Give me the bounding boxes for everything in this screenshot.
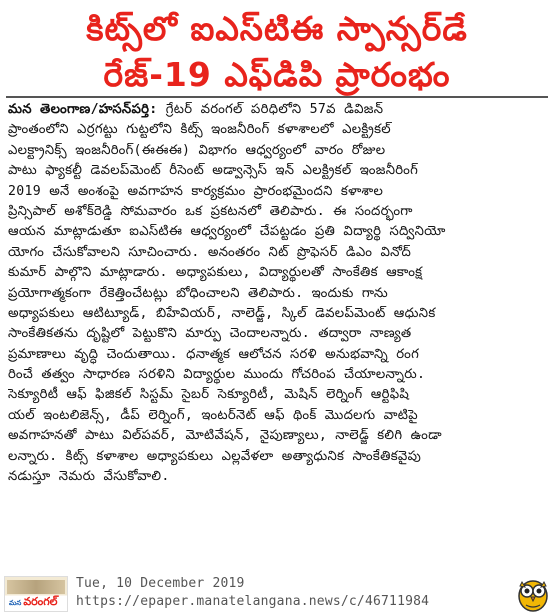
article-line: అవగాహనతో పాటు విల్‌పవర్, మోటివేషన్, నైపుణ్యాలు, నాలెడ్జ్ కలిగి ఉండా bbox=[8, 428, 442, 444]
article-line: సాంకేతికతను దృష్టిలో పెట్టుకొని మార్పు చెందాలన్నారు. తద్వారా నాణ్యత bbox=[8, 326, 412, 342]
article-first-line: గ్రేటర్ వరంగల్ పరిధిలోని 57వ డివిజన్ bbox=[157, 102, 384, 117]
article-line: కుమార్ పాల్గొని మాట్లాడారు. అధ్యాపకులు, విద్యార్థులతో సాంకేతిక ఆకాంక్ష bbox=[8, 265, 423, 281]
article-dateline: మన తెలంగాణ/హసన్‌పర్తి: bbox=[8, 102, 158, 117]
article-line: యోగం చేసుకోవాలని సూచించారు. అనంతరం నిట్ ప్రొఫెసర్ డిఎం వినోద్ bbox=[8, 244, 412, 260]
logo-skyline bbox=[7, 580, 65, 594]
article-line: లన్నారు. కిట్స్ కళాశాల అధ్యాపకులు ఎల్లవేళలా అత్యాధునిక సాంకేతికవైపు bbox=[8, 448, 422, 464]
edition-date: Tue, 10 December 2019 bbox=[76, 576, 245, 591]
article-line: అధ్యాపకులు ఆటిట్యూడ్, బిహేవియర్, నాలెడ్జ్, స్కిల్ డెవలప్‌మెంట్ ఆధునిక bbox=[8, 305, 436, 321]
headline-divider bbox=[6, 96, 548, 98]
article-line: ప్రాంతంలోని ఎర్రగట్టు గుట్టలోని కిట్స్ ఇంజనీరింగ్ కళాశాలలో ఎలక్ట్రికల్ bbox=[8, 122, 391, 138]
article-line: ఎలక్ట్రానిక్స్ ఇంజనీరింగ్(ఈఈఈ) విభాగం ఆధ్వర్యంలో వారం రోజుల bbox=[8, 142, 386, 158]
logo-label-main: వరంగల్ bbox=[23, 595, 58, 608]
article-line: నడుస్తూ నెమరు వేసుకోవాలి. bbox=[8, 469, 170, 485]
article-line: పాటు ఫ్యాకల్టీ డెవలప్‌మెంట్ రీసెంట్ అడ్వాన్సెస్ ఇన్ ఎలక్ట్రికల్ ఇంజనీరింగ్ bbox=[8, 163, 419, 179]
clip-url[interactable]: https://epaper.manatelangana.news/c/46711984 bbox=[76, 594, 430, 609]
article-body bbox=[8, 100, 546, 487]
article-line bbox=[8, 100, 546, 120]
article-line: రించే తత్వం సాధారణ సరళిని విద్యార్థుల ముందు గోచరింప చేయాలన్నారు. bbox=[8, 367, 426, 383]
article-line: యల్ ఇంటలిజెన్స్, డీప్ లెర్నింగ్, ఇంటర్‌నెట్ ఆఫ్ థింక్ మొదలగు వాటిపై bbox=[8, 407, 418, 423]
owl-icon bbox=[516, 576, 550, 612]
logo-label-small: మన bbox=[9, 599, 22, 607]
article-line: 2019 అనే అంశంపై అవగాహన కార్యక్రమం ప్రారంభమైందని కళాశాల bbox=[8, 183, 384, 199]
headline-line-2: రేజ్-19 ఎఫ్‌డిపి ప్రారంభం bbox=[103, 55, 451, 94]
headline-line-1: కిట్స్‌లో ఐఎస్‌టిఈ స్పాన్సర్‌డే bbox=[86, 9, 468, 48]
article-line: ప్రమాణాలు వృద్ధి చెందుతాయి. ధనాత్మక ఆలోచన సరళి అనుభవాన్ని రంగ bbox=[8, 346, 420, 362]
article-line: సెక్యూరిటీ ఆఫ్ ఫిజికల్ సిస్టమ్ సైబర్ సెక్యూరిటీ, మెషిన్ లెర్నింగ్ ఆర్టిఫిషి bbox=[8, 387, 410, 403]
article-line: ఆయన మాట్లాడుతూ ఐఎస్‌టిఈ ఆధ్వర్యంలో చేపట్టడం ప్రతి విద్యార్థి సద్వినియో bbox=[8, 224, 446, 240]
edition-logo[interactable] bbox=[4, 576, 68, 612]
article-line: ప్రయోగాత్మకంగా రేకెత్తించేటట్లు బోధించాలని తెలిపారు. ఇందుకు గాను bbox=[8, 285, 388, 301]
logo-label bbox=[9, 595, 57, 611]
article-line: ప్రిన్సిపాల్ అశోక్‌రెడ్డి సోమవారం ఒక ప్రకటనలో తెలిపారు. ఈ సందర్భంగా bbox=[8, 203, 413, 219]
epaper-footer bbox=[0, 568, 554, 616]
